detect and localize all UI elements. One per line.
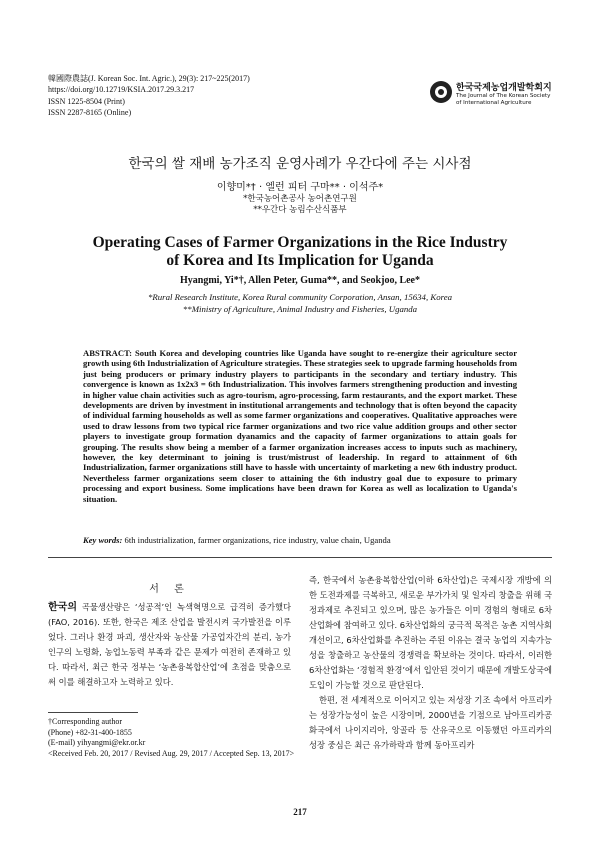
left-column	[48, 600, 291, 690]
corresponding-author: †Corresponding author	[48, 717, 122, 726]
society-logo	[430, 75, 558, 115]
lead-word: 한국의	[48, 602, 77, 613]
title-korean: 한국의 쌀 재배 농가조직 운영사례가 우간다에 주는 시사점	[128, 156, 472, 172]
author-email[interactable]: (E-mail) yihyangmi@ekr.or.kr	[48, 738, 146, 747]
title-english: Operating Cases of Farmer Organizations in the Rice Industry of Korea and Its Implication for Uganda	[92, 234, 508, 269]
journal-meta	[48, 73, 250, 118]
issn-print: ISSN 1225-8504 (Print)	[48, 96, 125, 106]
authors-english: Hyangmi, Yi*†, Allen Peter, Guma**, and Seokjoo, Lee*	[180, 275, 420, 286]
society-emblem-icon	[430, 81, 452, 103]
affiliations-korean: *한국농어촌공사 농어촌연구원 **우간다 농림수산식품부	[243, 194, 357, 215]
abstract-text: South Korea and developing countries like Uganda have sought to re-energize their agriculture sector growth using 6th Industrialization of Agriculture strategies. These strategies seek to upgrade farming households from just being producers or primary industry players to participants in the secondary and tertiary industry. This convergence is known as 1x2x3 = 6th Industrialization. This involves farmers strengthening production and investing in higher value chain activities such as agro-tourism, agro-processing, farm restaurants, and the export market. These developments are driven by investment in institutional arrangements and technology that is often beyond the capacity of individual farming households as well as some farmer organizations and cooperatives. Qualitative approaches were used to draw lessons from two typical rice farmer organizations and two rice value addition groups and other sector players to investigate group formation dyanamics and the capacity of farmer organizations to attain goals for grouping. The results show being a member of a farmer organization increases access to inputs such as machinery, however, the key determinant to joining is trust/mistrust of leadership. In regard to attainment of 6th Industrialization, farmer organizations still have to hassle with uncertainty of marketing a new 6th industry product. Nevertheless farmer organizations seem closer to attaining the 6th industry goal due to exposure to primary processing and export business. Some implications have been drawn for Korea as well as localization to Uganda's situation.	[83, 348, 518, 504]
section-heading-introduction: 서 론	[149, 584, 190, 595]
affiliations-english: *Rural Research Institute, Korea Rural community Corporation, Ansan, 15634, Korea **Ministry of Agriculture, Animal Industry and Fisheries, Uganda	[147, 292, 453, 314]
footnote	[48, 717, 294, 759]
issn-online: ISSN 2287-8165 (Online)	[48, 107, 132, 117]
right-column	[309, 573, 552, 753]
journal-citation: 韓國際農誌(J. Korean Soc. Int. Agric.), 29(3): 217~225(2017)	[48, 74, 250, 83]
doi-link[interactable]: https://doi.org/10.12719/KSIA.2017.29.3.217	[48, 85, 195, 95]
society-name-ko: 한국국제농업개발학회지	[456, 83, 552, 93]
footnote-rule	[48, 712, 138, 713]
abstract-label: ABSTRACT:	[83, 348, 133, 358]
page-number: 217	[293, 807, 307, 817]
abstract	[83, 348, 517, 504]
received-dates: <Received Feb. 20, 2017 / Revised Aug. 29, 2017 / Accepted Sep. 13, 2017>	[48, 748, 295, 758]
keywords-label: Key words:	[83, 535, 123, 545]
left-column-text: 곡물생산량은 ‘성공적’인 녹색혁명으로 급격히 증가했다(FAO, 2016). 또한, 한국은 제조 산업을 발전시켜 국가발전을 이루었다. 그러나 환경 파괴, 생산자와 농산물 가공업자간의 분리, 농가인구의 노령화, 농업노동력 부족과 같은 문제가 여전히 존재하고 있다. 따라서, 최근 한국 정부는 ‘농촌융복합산업’에 초점을 맞춤으로써 이를 해결하고자 노력하고 있다.	[48, 602, 291, 687]
authors-korean: 이향미*† · 엘런 피터 구마** · 이석주*	[216, 182, 384, 193]
right-column-paragraph: 즉, 한국에서 농촌융복합산업(이하 6차산업)은 국제시장 개방에 의한 도전과제를 극복하고, 새로운 부가가치 및 일자리 창출을 위해 국정과제로 추진되고 있으며, 많은 농가들은 이미 경험의 형태로 6차산업화에 참여하고 있다. 6차산업화의 궁극적 목적은 농촌 지역사회 개선이고, 6차산업화를 추진하는 주된 이유는 결국 농업의 지속가능성을 창출하고 농산물의 경쟁력을 확보하는 것이다. 따라서, 이러한 6차산업화는 ‘경험적 환경’에서 입안된 것이기 때문에 개발도상국에 도입이 가능할 것으로 판단된다.	[309, 575, 552, 690]
society-name-en: The Journal of The Korean Society of International Agriculture	[456, 93, 551, 106]
keywords	[83, 535, 517, 545]
right-column-paragraph: 한편, 전 세계적으로 이어지고 있는 저성장 기조 속에서 아프리카는 성장가능성이 높은 시장이며, 2000년을 기점으로 남아프리카공화국에서 나이지리아, 앙골라 등 산유국으로 이동했던 아프리카의 성장 중심은 최근 유가하락과 함께 동아프리카	[309, 695, 552, 750]
keywords-text: 6th industrialization, farmer organizations, rice industry, value chain, Uganda	[124, 535, 391, 545]
author-phone: (Phone) +82-31-400-1855	[48, 727, 132, 737]
divider	[48, 557, 552, 558]
